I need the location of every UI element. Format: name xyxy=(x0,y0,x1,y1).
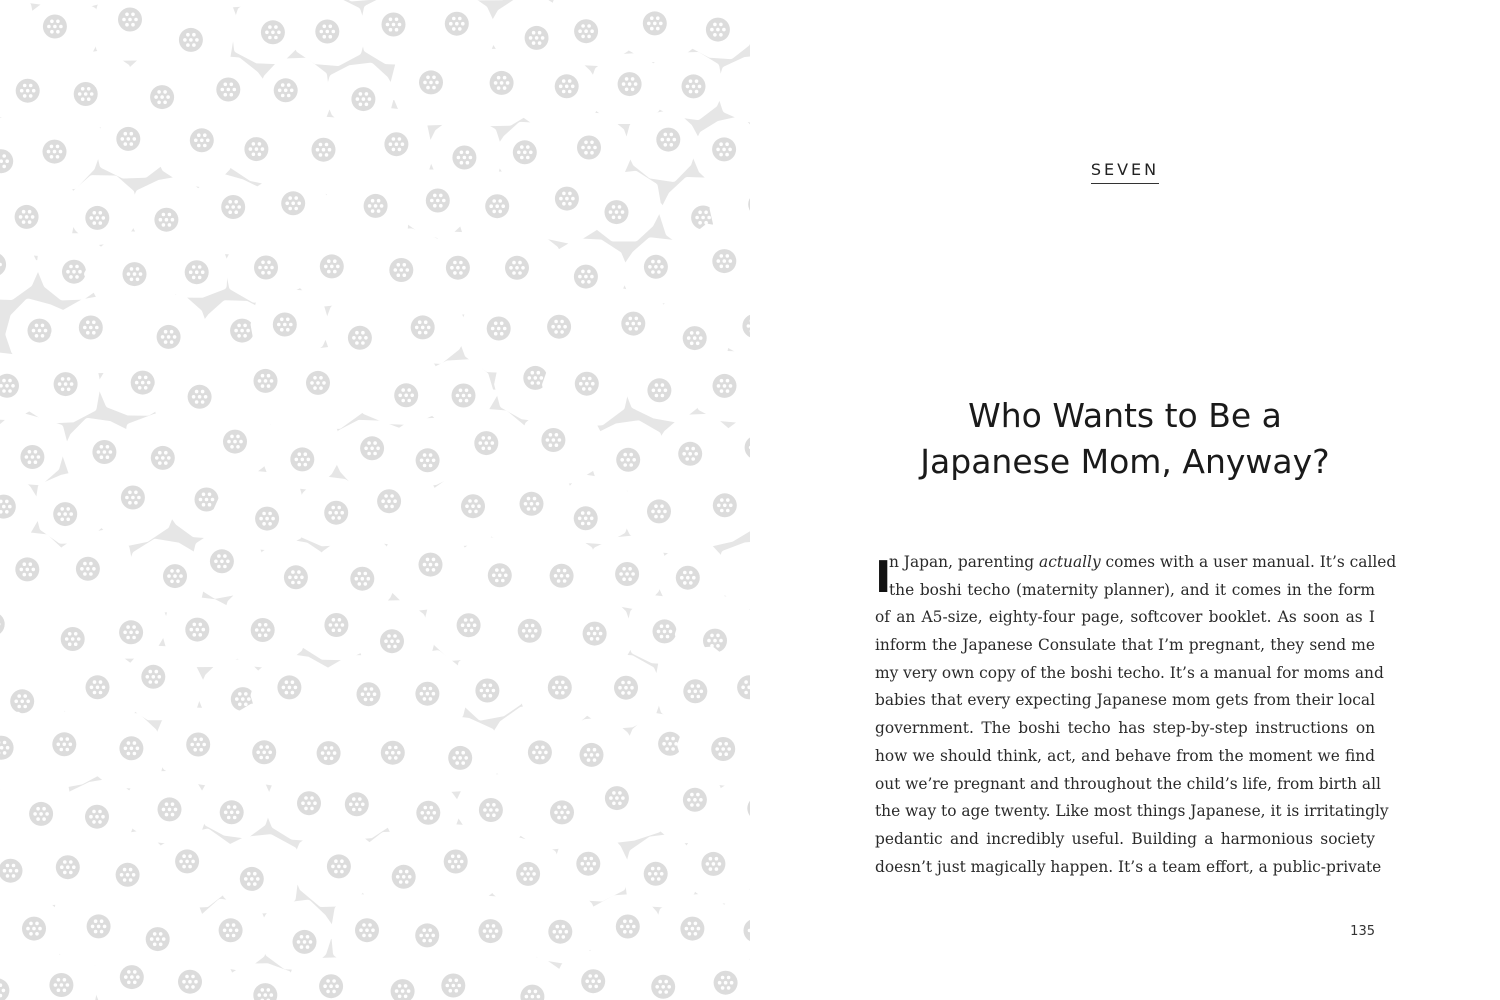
paragraph-line: babies that every expecting Japanese mom gets from their local xyxy=(875,691,1375,710)
paragraph-line: my very own copy of the boshi techo. It’s a manual for moms and xyxy=(875,663,1384,682)
blossom-icon xyxy=(24,958,93,1000)
blossom-icon xyxy=(295,591,368,656)
blossom-icon xyxy=(650,56,722,116)
paragraph-line: n Japan, parenting actually comes with a user manual. It’s called xyxy=(889,553,1397,571)
blossom-icon xyxy=(125,649,201,716)
blossom-icon xyxy=(19,109,98,185)
blossom-icon xyxy=(691,957,750,1000)
blossom-icon xyxy=(329,773,394,835)
blossom-icon xyxy=(679,465,750,543)
page-number: 135 xyxy=(1350,924,1375,939)
blossom-icon xyxy=(699,355,750,419)
blossom-icon xyxy=(193,412,269,480)
blossom-icon xyxy=(199,776,271,835)
blossom-icon xyxy=(687,0,750,55)
paragraph-line: doesn’t just magically happen. It’s a team effort, a public-private xyxy=(875,857,1382,876)
paragraph-line: how we should think, act, and behave from the moment we find xyxy=(875,746,1375,765)
chapter-number: SEVEN xyxy=(750,160,1500,184)
chapter-title xyxy=(750,393,1500,485)
chapter-title-line: Who Wants to Be a xyxy=(968,396,1282,435)
blossom-icon xyxy=(219,838,299,910)
paragraph-line: government. The boshi techo has step-by-step instructions on xyxy=(875,719,1375,738)
blossom-icon xyxy=(628,113,698,177)
blossom-icon xyxy=(720,59,750,120)
paragraph-line: the way to age twenty. Like most things Japanese, it is irritatingly xyxy=(875,802,1389,821)
blossom-icon xyxy=(123,775,207,841)
blossom-icon xyxy=(155,235,225,294)
paragraph-line: of an A5-size, eighty-four page, softcover booklet. As soon as I xyxy=(875,608,1375,627)
chapter-title-line: Japanese Mom, Anyway? xyxy=(920,442,1330,481)
blossom-icon xyxy=(94,594,167,655)
drop-cap: I xyxy=(875,552,892,603)
paragraph-line: pedantic and incredibly useful. Building a harmonious society xyxy=(875,829,1375,848)
blossom-icon xyxy=(288,961,368,1000)
blossom-icon xyxy=(223,967,294,1000)
blossom-icon xyxy=(255,293,328,356)
blossom-icon xyxy=(681,708,750,783)
blossom-icon xyxy=(259,904,335,966)
paragraph-line: out we’re pregnant and throughout the child’s life, from birth all xyxy=(875,774,1381,793)
emphasis-text: actually xyxy=(1039,553,1101,571)
blossom-icon xyxy=(422,955,495,1000)
blossom-icon xyxy=(627,352,705,419)
blossom-icon xyxy=(728,293,750,355)
paragraph-line: inform the Japanese Consulate that I’m pregnant, they send me xyxy=(875,636,1375,655)
body-paragraph xyxy=(875,549,1397,881)
right-page xyxy=(750,0,1500,1000)
blossom-icon xyxy=(620,949,697,1000)
paragraph-line: the boshi techo (maternity planner), and it comes in the form xyxy=(889,580,1375,599)
blossom-icon xyxy=(24,355,97,420)
blossom-icon xyxy=(292,1,363,62)
